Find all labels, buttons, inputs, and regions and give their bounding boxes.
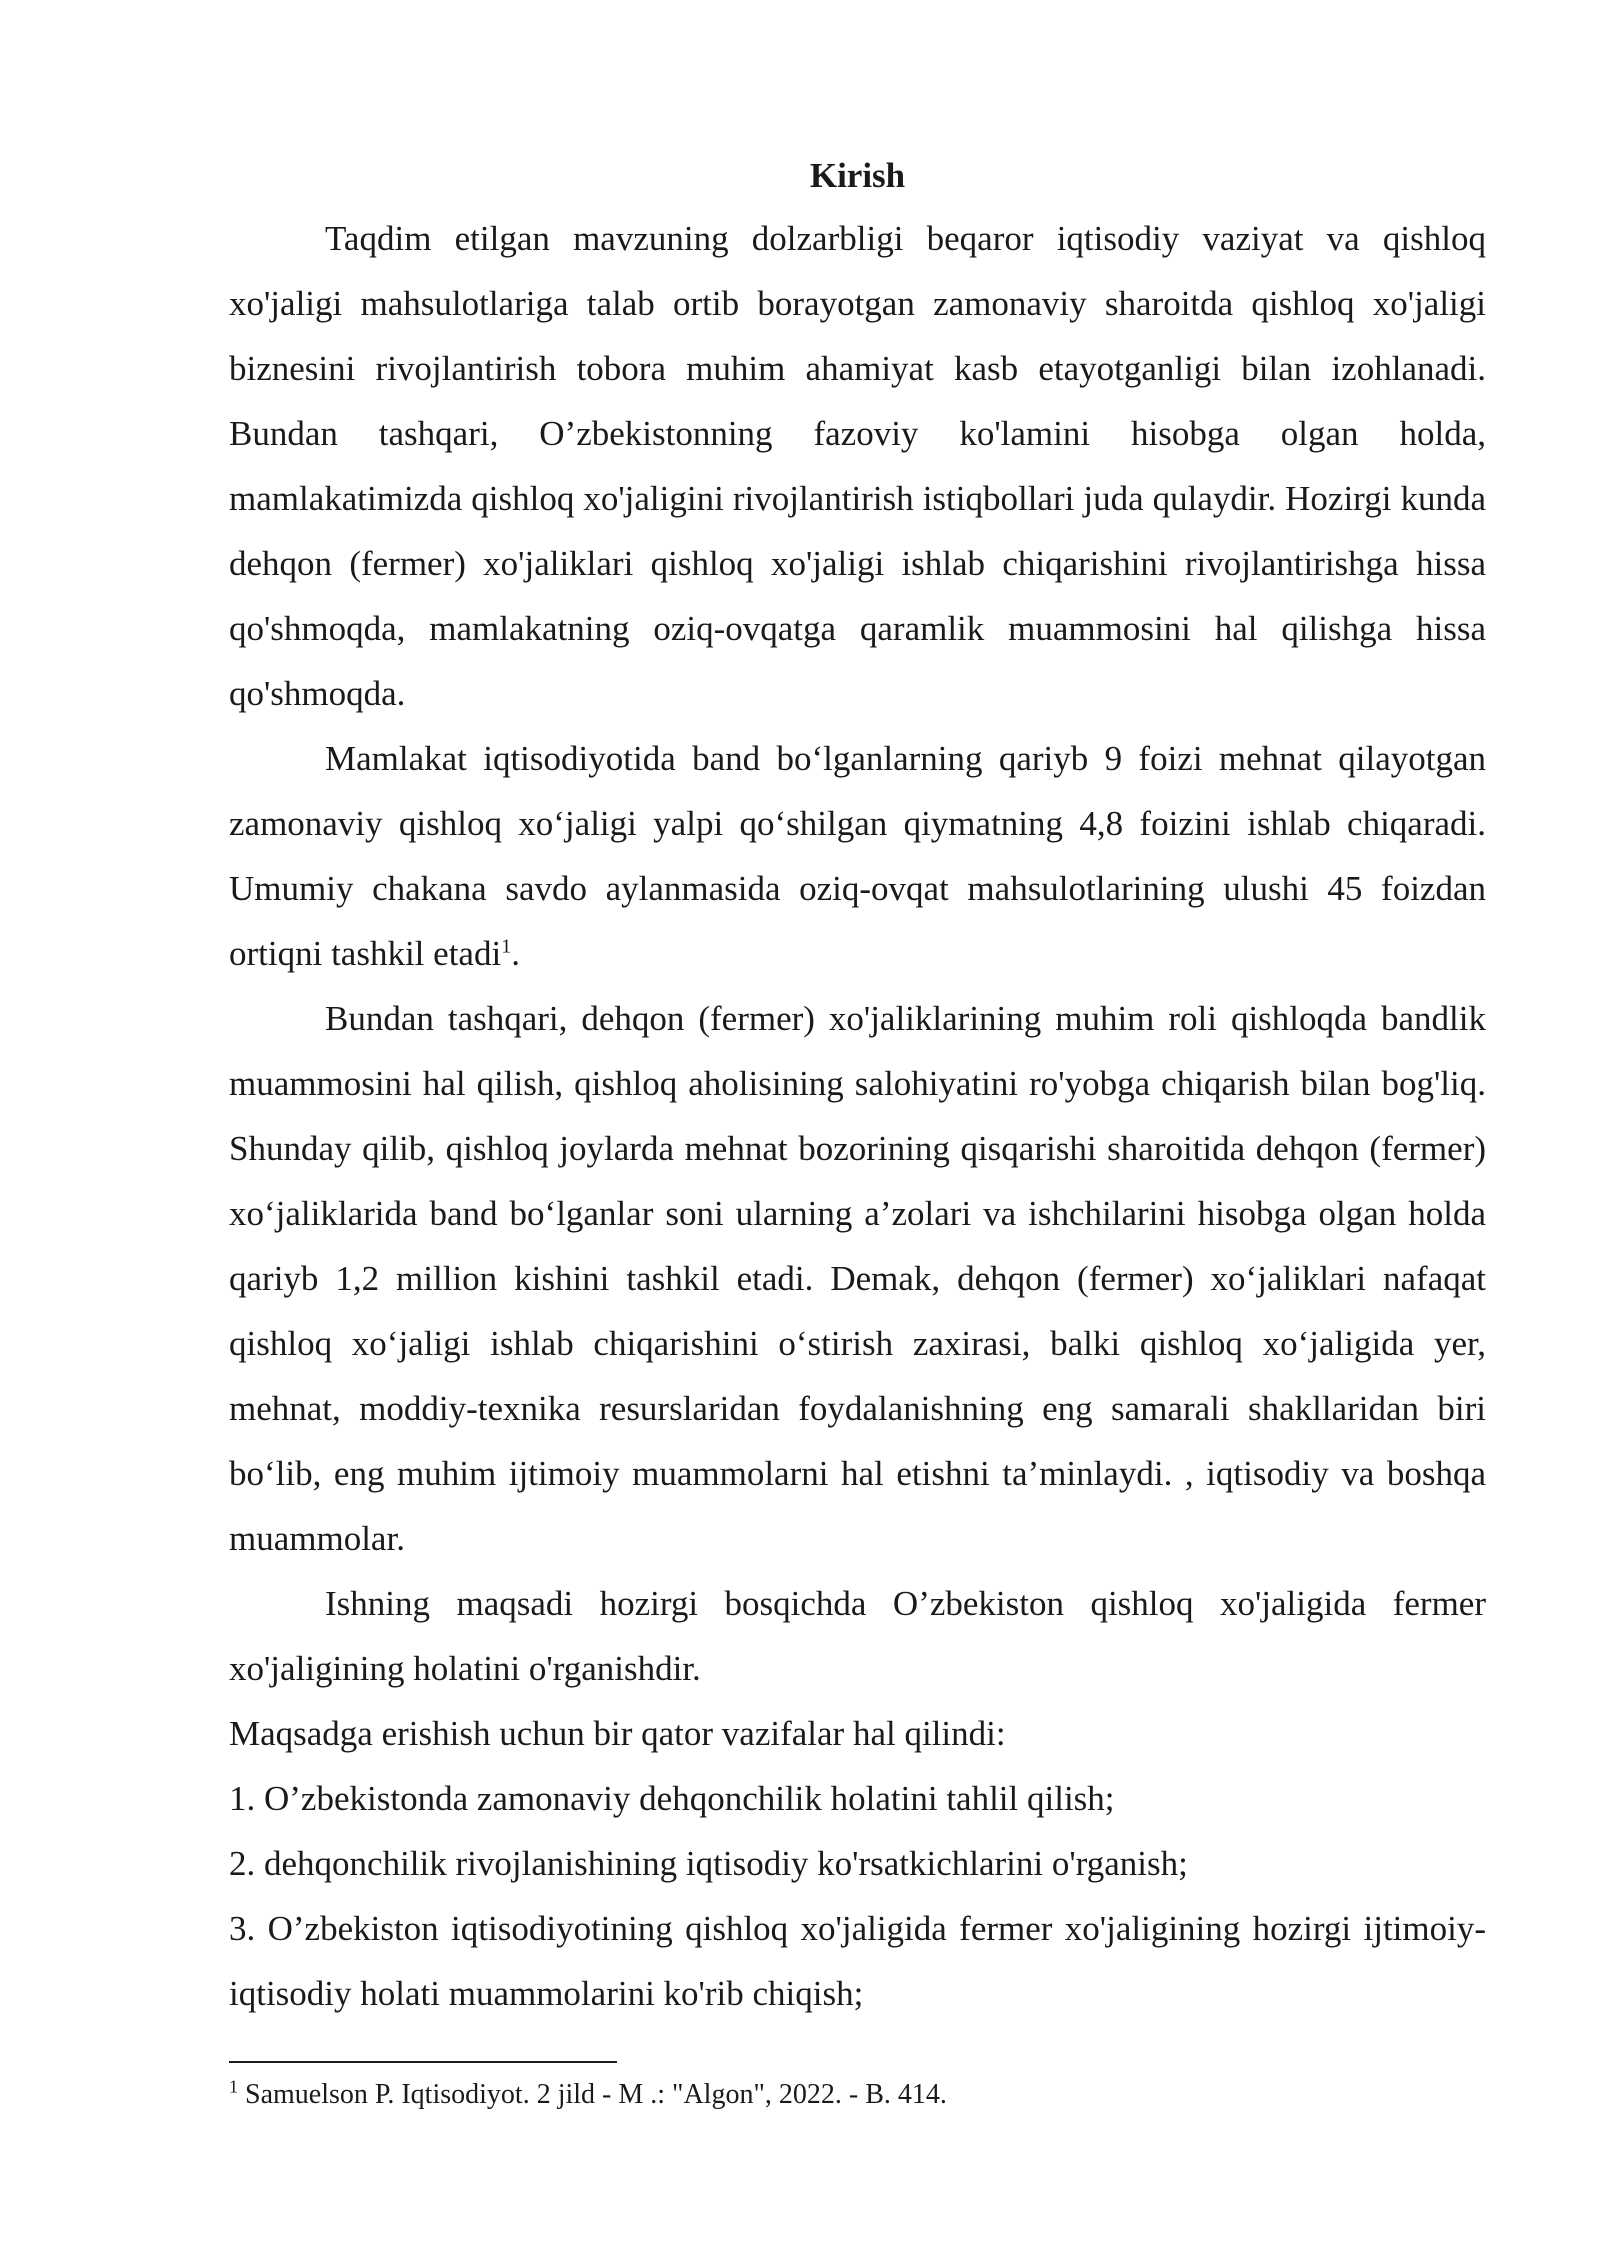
paragraph-economy-text: Mamlakat iqtisodiyotida band bo‘lganlarning qariyb 9 foizi mehnat qilayotgan zamonaviy qishloq xo‘jaligi yalpi qo‘shilgan qiymatning 4,8 foizini ishlab chiqaradi. Umumiy chakana savdo aylanmasida oziq-ovqat mahsulotlarining ulushi 45 foizdan ortiqni tashkil etadi [229, 739, 1486, 973]
document-page [229, 146, 1486, 2026]
task-item-1: 1. O’zbekistonda zamonaviy dehqonchilik holatini tahlil qilish; [229, 1779, 1115, 1818]
task-item-2: 2. dehqonchilik rivojlanishining iqtisodiy ko'rsatkichlarini o'rganish; [229, 1844, 1188, 1883]
paragraph-goal: Ishning maqsadi hozirgi bosqichda O’zbekiston qishloq xo'jaligida fermer xo'jaligining holatini o'rganishdir. [229, 1584, 1486, 1688]
paragraph-economy [229, 726, 1486, 986]
footnote-marker: 1 [229, 2076, 238, 2097]
tasks-intro: Maqsadga erishish uchun bir qator vazifalar hal qilindi: [229, 1714, 1006, 1753]
footnote-reference: 1 [501, 935, 512, 958]
footnote-divider [229, 2061, 617, 2063]
page-title: Kirish [809, 156, 906, 195]
footnote-text: Samuelson P. Iqtisodiyot. 2 jild - M .: "Algon", 2022. - B. 414. [238, 2079, 947, 2110]
paragraph-employment: Bundan tashqari, dehqon (fermer) xo'jaliklarining muhim roli qishloqda bandlik muammosini hal qilish, qishloq aholisining salohiyatini ro'yobga chiqarish bilan bog'liq. Shunday qilib, qishloq joylarda mehnat bozorining qisqarishi sharoitida dehqon (fermer) xo‘jaliklarida band bo‘lganlar soni ularning a’zolari va ishchilarini hisobga olgan holda qariyb 1,2 million kishini tashkil etadi. Demak, dehqon (fermer) xo‘jaliklari nafaqat qishloq xo‘jaligi ishlab chiqarishini o‘stirish zaxirasi, balki qishloq xo‘jaligida yer, mehnat, moddiy-texnika resurslaridan foydalanishning eng samarali shakllaridan biri bo‘lib, eng muhim ijtimoiy muammolarni hal etishni ta’minlaydi. , iqtisodiy va boshqa muammolar. [229, 999, 1486, 1558]
paragraph-relevance: Taqdim etilgan mavzuning dolzarbligi beqaror iqtisodiy vaziyat va qishloq xo'jaligi mahsulotlariga talab ortib borayotgan zamonaviy sharoitda qishloq xo'jaligi biznesini rivojlantirish tobora muhim ahamiyat kasb etayotganligi bilan izohlanadi. Bundan tashqari, O’zbekistonning fazoviy ko'lamini hisobga olgan holda, mamlakatimizda qishloq xo'jaligini rivojlantirish istiqbollari juda qulaydir. Hozirgi kunda dehqon (fermer) xo'jaliklari qishloq xo'jaligi ishlab chiqarishini rivojlantirishga hissa qo'shmoqda, mamlakatning oziq-ovqatga qaramlik muammosini hal qilishga hissa qo'shmoqda. [229, 219, 1486, 713]
footnote [229, 2075, 947, 2115]
task-item-3: 3. O’zbekiston iqtisodiyotining qishloq xo'jaligida fermer xo'jaligining hozirgi ijtimoiy-iqtisodiy holati muammolarini ko'rib chiqish; [229, 1909, 1486, 2013]
paragraph-economy-end: . [511, 934, 520, 973]
